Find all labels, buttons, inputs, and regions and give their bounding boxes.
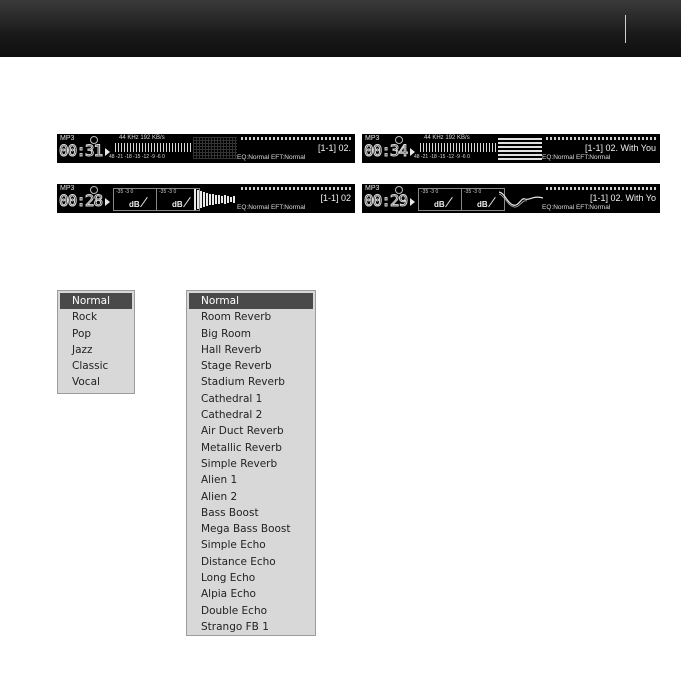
- vu-needle: [445, 197, 453, 207]
- effect-option[interactable]: Cathedral 1: [201, 392, 263, 405]
- play-icon: [410, 198, 415, 206]
- player-display-scope: [362, 184, 660, 213]
- scope-visualizer: [499, 189, 543, 210]
- vu-ticks: -35 -3 0: [159, 189, 177, 195]
- effect-option[interactable]: Metallic Reverb: [201, 441, 282, 454]
- eq-status: EQ:Normal EFT:Normal: [542, 204, 611, 211]
- effect-option[interactable]: Cathedral 2: [201, 409, 263, 422]
- elapsed-time: 00:28: [59, 191, 103, 210]
- vu-label: dB: [477, 200, 488, 209]
- effect-option[interactable]: Stadium Reverb: [201, 376, 285, 389]
- codec-label: MP3: [60, 135, 75, 142]
- level-scale: 48 -21 -18 -15 -12 -9 -6 0: [109, 154, 165, 160]
- eq-status: EQ:Normal EFT:Normal: [237, 154, 306, 161]
- effect-option[interactable]: Hall Reverb: [201, 343, 262, 356]
- level-meter: [115, 143, 191, 152]
- codec-label: MP3: [365, 135, 380, 142]
- vu-label: dB: [172, 200, 183, 209]
- header-bar: [0, 0, 681, 57]
- effect-option[interactable]: Simple Reverb: [201, 457, 278, 470]
- vu-ticks: -35 -3 0: [116, 189, 134, 195]
- player-display-bars: [362, 134, 660, 163]
- effect-option[interactable]: Big Room: [201, 327, 252, 340]
- codec-label: MP3: [365, 185, 380, 192]
- player-display-spectrum: [57, 134, 355, 163]
- elapsed-time: 00:31: [59, 141, 103, 160]
- effect-option[interactable]: Alien 2: [201, 490, 238, 503]
- player-display-vu: [57, 184, 355, 213]
- effect-option[interactable]: Bass Boost: [201, 506, 259, 519]
- level-scale: 48 -21 -18 -15 -12 -9 -6 0: [414, 154, 470, 160]
- header-divider: [625, 15, 626, 43]
- waveform-visualizer: [194, 189, 238, 210]
- vu-needle: [488, 197, 496, 207]
- progress-dots: [546, 137, 656, 140]
- eq-status: EQ:Normal EFT:Normal: [237, 204, 306, 211]
- vu-ticks: -35 -3 0: [464, 189, 482, 195]
- effect-option[interactable]: Long Echo: [201, 572, 256, 585]
- progress-dots: [546, 187, 656, 190]
- effect-option[interactable]: Alpia Echo: [201, 588, 256, 601]
- level-meter: [420, 143, 496, 152]
- effect-option[interactable]: Air Duct Reverb: [201, 425, 284, 438]
- vu-meter-left: [418, 188, 462, 211]
- bitrate-info: 44 KHz 192 KB/s: [424, 135, 470, 141]
- eq-option-normal[interactable]: Normal: [60, 293, 132, 309]
- effect-option[interactable]: Mega Bass Boost: [201, 523, 291, 536]
- vu-needle: [140, 197, 148, 207]
- vu-label: dB: [129, 200, 140, 209]
- vu-ticks: -35 -3 0: [421, 189, 439, 195]
- eq-option-pop[interactable]: Pop: [72, 327, 92, 340]
- effect-option[interactable]: Double Echo: [201, 604, 268, 617]
- eq-option-rock[interactable]: Rock: [72, 311, 98, 324]
- play-icon: [105, 198, 110, 206]
- eq-option-classic[interactable]: Classic: [72, 360, 109, 373]
- effect-option[interactable]: Normal: [189, 293, 313, 309]
- effect-option[interactable]: Stage Reverb: [201, 360, 272, 373]
- effect-option[interactable]: Simple Echo: [201, 539, 266, 552]
- bitrate-info: 44 KHz 192 KB/s: [119, 135, 165, 141]
- track-title: [1-1] 02. With You: [584, 143, 656, 153]
- effect-menu: [186, 290, 316, 636]
- spectrum-grid: [193, 137, 237, 159]
- vu-label: dB: [434, 200, 445, 209]
- vu-needle: [183, 197, 191, 207]
- progress-dots: [241, 187, 351, 190]
- elapsed-time: 00:34: [364, 141, 408, 160]
- effect-option[interactable]: Room Reverb: [201, 311, 272, 324]
- eq-menu: [57, 290, 135, 394]
- elapsed-time: 00:29: [364, 191, 408, 210]
- effect-option[interactable]: Distance Echo: [201, 555, 276, 568]
- effect-option[interactable]: Alien 1: [201, 474, 238, 487]
- progress-dots: [241, 137, 351, 140]
- eq-option-vocal[interactable]: Vocal: [72, 376, 100, 389]
- vu-meter-left: [113, 188, 157, 211]
- horizontal-bars-visualizer: [498, 138, 542, 160]
- codec-label: MP3: [60, 185, 75, 192]
- eq-option-jazz[interactable]: Jazz: [72, 343, 93, 356]
- track-title: [1-1] 02: [320, 193, 351, 203]
- eq-status: EQ:Normal EFT:Normal: [542, 154, 611, 161]
- track-title: [1-1] 02.: [317, 143, 351, 153]
- track-title: [1-1] 02. With Yo: [589, 193, 656, 203]
- effect-option[interactable]: Strango FB 1: [201, 620, 269, 633]
